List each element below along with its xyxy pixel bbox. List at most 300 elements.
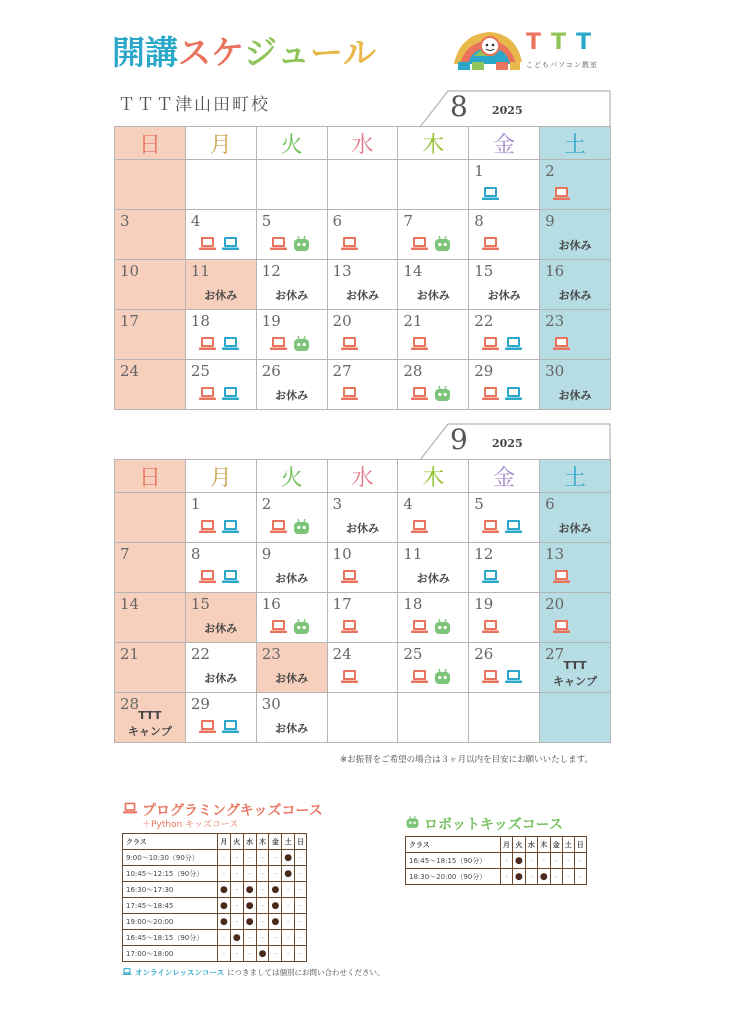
class-icons [410,618,452,635]
schedule-mark: - [501,853,513,869]
robot-course-title [405,814,563,834]
weekday-header: 火 [256,127,327,160]
calendar-day-cell [469,493,540,543]
day-number: 29 [474,362,494,380]
timetable-header: 水 [525,837,537,853]
weekday-header: 土 [540,460,611,493]
day-number: 22 [190,645,210,663]
day-number: 16 [545,262,565,280]
schedule-mark: - [243,946,256,962]
calendar-day-cell [115,210,186,260]
timetable-row [123,882,307,898]
pc-orange-icon [552,618,571,635]
schedule-mark: ● [269,914,282,930]
calendar-day-cell [327,260,398,310]
weekday-header: 日 [115,460,186,493]
calendar-footnote: ※お振替をご希望の場合は３ヶ月以内を目安にお願いいたします。 [340,755,593,765]
calendar-day-cell [540,210,611,260]
title-char: ス [178,32,211,72]
calendar-day-cell [398,160,469,210]
schedule-mark: ● [256,946,269,962]
day-number: 26 [261,362,281,380]
day-number: 13 [545,545,565,563]
online-lesson-note [122,967,385,978]
timetable-header: 水 [243,834,256,850]
day-number: 27 [332,362,352,380]
calendar-day-cell [398,643,469,693]
calendar-day-cell [540,260,611,310]
pc-orange-icon [410,518,429,535]
calendar-day-cell [327,310,398,360]
page-title [112,26,376,74]
calendar-day-cell [115,543,186,593]
calendar-september [114,459,611,743]
camp-label-line: TTT [138,709,162,722]
closed-label: お休み [416,289,450,302]
day-number: 1 [190,495,201,513]
schedule-mark: ● [269,882,282,898]
day-number: 6 [545,495,555,513]
day-number: 9 [261,545,272,563]
calendar-day-cell [327,360,398,410]
day-number: 24 [332,645,352,663]
class-icons [481,618,500,635]
month-number: 9 [450,423,468,456]
closed-label: お休み [558,389,592,402]
schedule-mark: - [501,869,513,885]
class-time: 19:00〜20:00 [123,914,218,930]
pc-blue-icon [504,518,523,535]
pc-orange-icon [340,568,359,585]
schedule-mark: ● [282,850,295,866]
pc-blue-icon [481,185,500,202]
month-tab-september [420,423,610,461]
timetable-row [406,853,587,869]
day-number: 24 [120,362,140,380]
calendar-day-cell [469,160,540,210]
timetable-row [123,946,307,962]
timetable-row [123,898,307,914]
day-number: 9 [545,212,555,230]
camp-label-line: キャンプ [552,675,597,688]
title-char: 開 [112,32,145,72]
pc-orange-icon [552,568,571,585]
pc-orange-icon [198,568,217,585]
timetable-row [123,930,307,946]
schedule-mark: - [243,850,256,866]
closed-label: お休み [487,289,521,302]
schedule-mark: - [218,930,231,946]
pc-orange-icon [481,385,500,402]
schedule-mark: ● [243,914,256,930]
month-number: 8 [450,90,468,123]
timetable-header: 土 [282,834,295,850]
schedule-mark: - [550,869,562,885]
title-char: ー [310,32,343,72]
day-number: 25 [190,362,210,380]
class-icons [340,668,359,685]
pc-orange-icon [122,801,138,819]
timetable-header: 木 [256,834,269,850]
calendar-day-cell [540,643,611,693]
day-number: 7 [120,545,130,563]
class-icons [481,235,500,252]
day-number: 15 [190,595,210,613]
schedule-mark: ● [282,866,295,882]
day-number: 12 [474,545,494,563]
weekday-header: 木 [398,460,469,493]
timetable-header: 金 [550,837,562,853]
calendar-day-cell [115,693,186,743]
pc-orange-icon [340,668,359,685]
closed-label: お休み [558,239,592,252]
calendar-day-cell [115,643,186,693]
schedule-mark: - [256,850,269,866]
timetable-header: 月 [501,837,513,853]
timetable-header: クラス [406,837,501,853]
class-icons [552,618,571,635]
day-number: 14 [120,595,140,613]
class-time: 18:30〜20:00（90分） [406,869,501,885]
pc-blue-icon [221,385,240,402]
calendar-day-cell [398,360,469,410]
class-icons [340,568,359,585]
class-time: 16:45〜18:15（90分） [123,930,218,946]
closed-label: お休み [275,389,309,402]
pc-blue-icon [221,568,240,585]
calendar-day-cell [256,160,327,210]
calendar-day-cell [256,593,327,643]
schedule-mark: - [562,869,574,885]
calendar-day-cell [469,360,540,410]
class-icons [552,568,571,585]
weekday-header: 土 [540,127,611,160]
schedule-mark: ● [218,914,231,930]
day-number: 21 [403,312,423,330]
class-icons [410,668,452,685]
schedule-mark: - [295,850,307,866]
class-icons [410,385,452,402]
calendar-day-cell [115,260,186,310]
day-number: 27 [545,645,565,663]
closed-label: お休み [345,522,379,535]
closed-label: お休み [204,672,238,685]
pc-orange-icon [198,335,217,352]
schedule-mark: - [574,853,586,869]
schedule-mark: - [218,946,231,962]
schedule-mark: - [525,853,537,869]
class-icons [552,335,571,352]
schedule-mark: - [295,882,307,898]
timetable-header: 月 [218,834,231,850]
day-number: 11 [190,262,210,280]
robot-icon [433,235,452,252]
timetable-row [123,850,307,866]
calendar-day-cell [327,493,398,543]
schedule-mark: - [525,869,537,885]
logo-letter: T [551,30,567,55]
schedule-mark: - [282,914,295,930]
pc-blue-icon [221,335,240,352]
schedule-mark: ● [230,930,243,946]
class-icons [410,235,452,252]
pc-orange-icon [481,518,500,535]
schedule-mark: - [218,866,231,882]
schedule-mark: ● [537,869,550,885]
calendar-day-cell [469,593,540,643]
camp-label [540,658,610,690]
pc-orange-icon [269,518,288,535]
class-icons [481,668,523,685]
calendar-day-cell [256,493,327,543]
schedule-mark: - [230,898,243,914]
day-number: 28 [120,695,140,713]
pc-orange-icon [410,385,429,402]
closed-label: お休み [275,722,309,735]
class-time: 17:45〜18:45 [123,898,218,914]
timetable-header: 日 [295,834,307,850]
day-number: 8 [190,545,201,563]
camp-label-line: TTT [563,659,587,672]
pc-blue-icon [504,335,523,352]
class-icons [340,235,359,252]
day-number: 4 [190,212,201,230]
closed-label: お休み [345,289,379,302]
schedule-mark: ● [243,898,256,914]
weekday-header: 火 [256,460,327,493]
calendar-day-cell [327,210,398,260]
camp-label-line: キャンプ [127,725,172,738]
schedule-mark: - [230,850,243,866]
robot-icon [292,235,311,252]
day-number: 20 [332,312,352,330]
pc-blue-icon [221,718,240,735]
programming-timetable [122,833,307,962]
day-number: 16 [261,595,281,613]
calendar-day-cell [256,360,327,410]
closed-label: お休み [275,572,309,585]
schedule-mark: - [230,866,243,882]
calendar-august [114,126,611,410]
class-icons [481,185,500,202]
class-icons [198,335,240,352]
day-number: 17 [120,312,140,330]
year-label: 2025 [492,437,523,450]
pc-orange-icon [552,185,571,202]
timetable-row [406,869,587,885]
schedule-mark: - [256,882,269,898]
year-label: 2025 [492,104,523,117]
schedule-mark: - [269,866,282,882]
calendar-day-cell [327,543,398,593]
calendar-day-cell [185,310,256,360]
timetable-header: 日 [574,837,586,853]
schedule-mark: - [282,898,295,914]
calendar-day-cell [327,693,398,743]
day-number: 20 [545,595,565,613]
schedule-mark: - [537,853,550,869]
class-icons [410,518,429,535]
calendar-day-cell [185,643,256,693]
class-icons [340,618,359,635]
calendar-day-cell [398,493,469,543]
class-time: 10:45〜12:15（90分） [123,866,218,882]
schedule-mark: - [269,850,282,866]
class-icons [198,385,240,402]
robot-icon [292,518,311,535]
calendar-day-cell [185,160,256,210]
calendar-day-cell [115,360,186,410]
schedule-mark: - [269,946,282,962]
timetable-header: 金 [269,834,282,850]
pc-orange-icon [269,618,288,635]
closed-label: お休み [275,289,309,302]
class-time: 16:45〜18:15（90分） [406,853,501,869]
calendar-day-cell [540,543,611,593]
schedule-mark: - [218,850,231,866]
schedule-mark: - [282,882,295,898]
schedule-mark: - [230,914,243,930]
class-icons [269,235,311,252]
timetable-header: 火 [230,834,243,850]
timetable-header: 土 [562,837,574,853]
schedule-mark: - [282,946,295,962]
class-icons [481,385,523,402]
calendar-day-cell [185,693,256,743]
class-icons [198,518,240,535]
pc-orange-icon [340,618,359,635]
pc-orange-icon [198,518,217,535]
pc-orange-icon [481,335,500,352]
class-time: 9:00〜10:30（90分） [123,850,218,866]
day-number: 18 [190,312,210,330]
schedule-mark: - [256,914,269,930]
class-time: 17:00〜18:00 [123,946,218,962]
class-icons [269,518,311,535]
calendar-day-cell [540,160,611,210]
calendar-day-cell [540,693,611,743]
schedule-mark: ● [243,882,256,898]
calendar-day-cell [327,643,398,693]
pc-orange-icon [410,335,429,352]
pc-orange-icon [410,618,429,635]
robot-icon [433,618,452,635]
robot-icon [405,815,420,833]
pc-blue-icon [481,568,500,585]
calendar-day-cell [256,210,327,260]
class-icons [481,518,523,535]
pc-blue-icon [221,518,240,535]
schedule-mark: - [295,930,307,946]
school-name: ＴＴＴ津山田町校 [118,95,270,115]
schedule-mark: - [256,930,269,946]
closed-label: お休み [275,672,309,685]
title-char: 講 [145,32,178,72]
calendar-day-cell [115,310,186,360]
day-number: 5 [474,495,484,513]
calendar-day-cell [256,693,327,743]
logo-letter: T [526,30,542,55]
programming-course-subtitle: ＋Python キッズコース [142,820,239,830]
pc-orange-icon [269,235,288,252]
class-icons [198,718,240,735]
pc-orange-icon [410,235,429,252]
programming-course-label: プログラミングキッズコース [142,803,323,819]
calendar-day-cell [398,210,469,260]
logo-letter: T [576,30,592,55]
calendar-day-cell [469,543,540,593]
closed-label: お休み [416,572,450,585]
logo-text [526,30,591,55]
pc-orange-icon [269,335,288,352]
calendar-day-cell [327,160,398,210]
pc-orange-icon [198,385,217,402]
day-number: 12 [261,262,281,280]
calendar-day-cell [185,210,256,260]
pc-blue-icon [122,967,132,978]
class-icons [340,335,359,352]
day-number: 10 [120,262,140,280]
day-number: 18 [403,595,423,613]
calendar-day-cell [398,260,469,310]
calendar-day-cell [256,543,327,593]
day-number: 19 [261,312,281,330]
day-number: 14 [403,262,423,280]
calendar-day-cell [540,310,611,360]
calendar-day-cell [185,360,256,410]
month-tab-august [420,90,610,128]
day-number: 23 [261,645,281,663]
calendar-day-cell [185,260,256,310]
schedule-mark: - [256,898,269,914]
pc-orange-icon [340,235,359,252]
day-number: 25 [403,645,423,663]
weekday-header: 水 [327,127,398,160]
title-char: ジ [244,32,277,72]
day-number: 23 [545,312,565,330]
calendar-day-cell [398,593,469,643]
weekday-header: 木 [398,127,469,160]
day-number: 3 [332,495,343,513]
day-number: 6 [332,212,343,230]
calendar-day-cell [256,643,327,693]
schedule-mark: ● [513,853,526,869]
robot-course-label: ロボットキッズコース [424,817,564,833]
schedule-mark: - [230,946,243,962]
calendar-day-cell [398,693,469,743]
timetable-header: 木 [537,837,550,853]
schedule-mark: ● [218,882,231,898]
timetable-row [123,914,307,930]
day-number: 2 [545,162,555,180]
robot-icon [292,618,311,635]
class-icons [198,235,240,252]
schedule-mark: - [243,930,256,946]
calendar-day-cell [185,543,256,593]
title-char: ケ [211,32,244,72]
closed-label: お休み [204,622,238,635]
logo-subtitle: こどもパソコン教室 [526,61,598,69]
online-course-name: オンラインレッスンコース [135,968,225,977]
schedule-mark: - [295,946,307,962]
online-note-text: につきましては個別にお問い合わせください。 [227,968,385,977]
class-icons [481,335,523,352]
class-icons [340,385,359,402]
day-number: 4 [403,495,413,513]
day-number: 17 [332,595,352,613]
calendar-day-cell [256,310,327,360]
weekday-header: 日 [115,127,186,160]
